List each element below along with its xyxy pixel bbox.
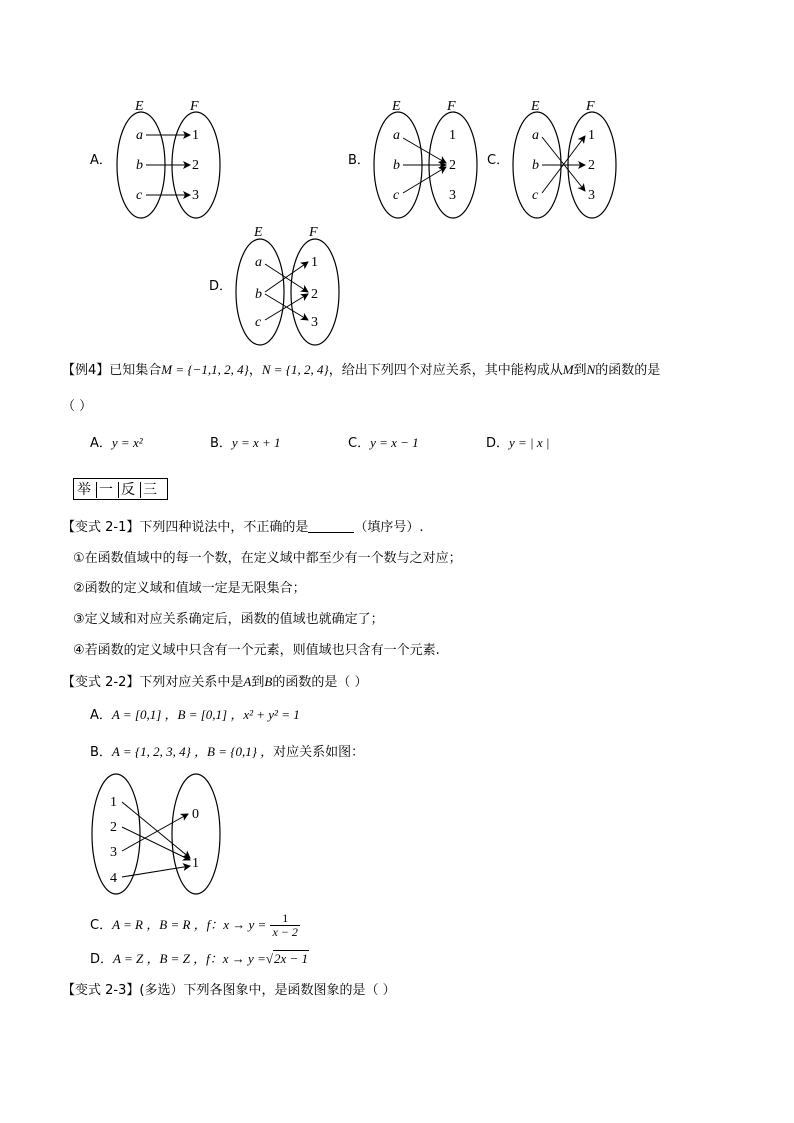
example-4-paren: （ ） xyxy=(62,399,93,414)
set-f-label: F xyxy=(190,99,199,114)
to: 到 xyxy=(573,363,587,378)
set-f-label: F xyxy=(309,225,318,240)
element-2: 2 xyxy=(311,287,318,302)
set-f-label: F xyxy=(586,99,595,114)
variant-2-2-text2: 的函数的是（ ） xyxy=(272,675,368,690)
element-1: 1 xyxy=(110,795,117,810)
option-c-label: C． xyxy=(90,918,113,933)
set-e-label: E xyxy=(531,99,540,114)
diagram-d xyxy=(209,225,339,345)
element-2: 2 xyxy=(192,158,199,173)
sqrt-symbol: √ xyxy=(265,951,273,966)
var-b: B xyxy=(264,674,273,689)
variant-2-2-option-a xyxy=(90,706,300,725)
variant-2-1-text: 下列四种说法中，不正确的是 xyxy=(139,520,309,535)
variant-2-1-suffix: （填序号）. xyxy=(354,520,424,535)
arrow-c-2 xyxy=(403,167,446,193)
diagram-c xyxy=(487,99,616,218)
variant-2-1-item: ②函数的定义域和值域一定是无限集合； xyxy=(73,581,306,596)
example-4-text2: ，给出下列四个对应关系，其中能构成从 xyxy=(328,363,563,378)
element-1: 1 xyxy=(311,255,318,270)
example-4-option-a xyxy=(90,434,143,453)
element-3: 3 xyxy=(311,315,318,330)
section-tag-char: 一 xyxy=(99,482,119,498)
section-tag-char: 三 xyxy=(143,482,159,498)
element-2: 2 xyxy=(110,820,117,835)
set-m: M = {−1,1, 2, 4} xyxy=(161,362,249,377)
variant-2-1-item: ①在函数值域中的每一个数，在定义域中都至少有一个数与之对应； xyxy=(73,551,462,566)
element-b: b xyxy=(532,158,539,173)
option-b-label: B． xyxy=(90,745,112,760)
section-tag xyxy=(73,478,168,500)
variant-2-2-option-b xyxy=(90,743,364,762)
variant-2-3-tag: 【变式 2-3】 xyxy=(62,983,140,998)
element-3: 3 xyxy=(588,188,595,203)
sqrt-radicand: 2x − 1 xyxy=(273,951,309,966)
element-1: 1 xyxy=(449,128,456,143)
example-4-option-c xyxy=(348,434,419,453)
variant-2-1-tag: 【变式 2-1】 xyxy=(62,520,140,535)
arrow-a-2 xyxy=(403,138,446,163)
variant-2-3-question xyxy=(62,982,396,1000)
var-n: N xyxy=(586,362,596,377)
example-4-option-d xyxy=(486,434,549,453)
section-tag-char: 举 xyxy=(77,482,97,498)
example-4-question xyxy=(62,361,660,380)
element-1-b: 1 xyxy=(192,856,199,871)
answer-blank[interactable] xyxy=(308,519,354,533)
variant-2-2-option-c xyxy=(90,912,300,939)
option-d-expr: y = | x | xyxy=(509,435,550,450)
fraction xyxy=(270,912,299,939)
option-d-label: D． xyxy=(486,436,510,451)
section-tag-char: 反 xyxy=(121,482,141,498)
element-2: 2 xyxy=(588,158,595,173)
variant-2-2-tag: 【变式 2-2】 xyxy=(62,675,140,690)
variant-2-2-question xyxy=(62,673,367,692)
set-n: N = {1, 2, 4} xyxy=(261,362,329,377)
option-a-label: A． xyxy=(90,436,112,451)
example-4-tag: 【例4】 xyxy=(62,363,110,378)
element-1: 1 xyxy=(588,128,595,143)
set-e-label: E xyxy=(392,99,401,114)
element-b: b xyxy=(255,287,262,302)
option-c-label: C． xyxy=(348,436,371,451)
option-c-label: C． xyxy=(487,153,510,168)
option-b-expr: y = x + 1 xyxy=(231,435,281,450)
element-c: c xyxy=(532,188,539,203)
element-c: c xyxy=(393,188,400,203)
element-c: c xyxy=(136,188,143,203)
option-d-label: D． xyxy=(209,279,233,294)
variant-2-1-item: ③定义域和对应关系确定后，函数的值域也就确定了； xyxy=(73,612,384,627)
option-d-expr: A = Z ，B = Z ，f：x → y = xyxy=(113,951,266,966)
element-2: 2 xyxy=(449,158,456,173)
option-a-label: A． xyxy=(90,153,112,168)
element-3: 3 xyxy=(110,845,117,860)
element-a: a xyxy=(255,255,262,270)
var-a: A xyxy=(243,674,252,689)
variant-2-2-text1: 下列对应关系中是 xyxy=(139,675,244,690)
comma: ， xyxy=(248,363,262,378)
variant-2-1-question xyxy=(62,519,424,537)
element-b: b xyxy=(393,158,400,173)
element-0: 0 xyxy=(192,807,199,822)
set-e-label: E xyxy=(254,225,263,240)
diagram-a xyxy=(90,99,220,218)
option-c-expr: A = R ，B = R ，f：x → y = xyxy=(112,917,267,932)
diagram-b xyxy=(348,99,477,218)
mapping-diagrams-top xyxy=(0,0,794,360)
arrow-1-1 xyxy=(122,802,190,858)
option-d-label: D． xyxy=(90,952,114,967)
set-f-label: F xyxy=(447,99,456,114)
element-c: c xyxy=(255,315,262,330)
option-a-expr: A = [0,1] ，B = [0,1] ，x² + y² = 1 xyxy=(111,707,300,722)
element-a: a xyxy=(136,128,143,143)
fraction-denominator: x − 2 xyxy=(272,925,298,939)
element-3: 3 xyxy=(192,188,199,203)
set-b-ellipse xyxy=(172,774,220,894)
set-e-label: E xyxy=(135,99,144,114)
example-4-text3: 的函数的是 xyxy=(595,363,661,378)
option-a-expr: y = x² xyxy=(111,435,143,450)
example-4-text1: 已知集合 xyxy=(109,363,162,378)
element-1: 1 xyxy=(192,128,199,143)
option-b-label: B． xyxy=(348,153,370,168)
option-a-label: A． xyxy=(90,708,112,723)
element-b: b xyxy=(136,158,143,173)
arrow-3-0 xyxy=(122,814,188,851)
option-b-expr: A = {1, 2, 3, 4} ，B = {0,1} ， xyxy=(111,744,274,759)
var-m: M xyxy=(562,362,574,377)
element-4: 4 xyxy=(110,871,117,886)
element-3: 3 xyxy=(449,188,456,203)
arrow-4-1 xyxy=(122,866,190,877)
fraction-numerator: 1 xyxy=(270,912,299,926)
example-4-option-b xyxy=(210,434,281,453)
variant-2-1-item: ④若函数的定义域中只含有一个元素，则值域也只含有一个元素. xyxy=(73,643,440,658)
to: 到 xyxy=(251,675,265,690)
variant-2-2-option-d xyxy=(90,950,309,969)
element-a: a xyxy=(532,128,539,143)
option-b-label: B． xyxy=(210,436,232,451)
variant-2-3-text: (多选）下列各图象中，是函数图象的是（ ） xyxy=(139,983,396,998)
option-c-expr: y = x − 1 xyxy=(370,435,419,450)
mapping-diagram-option-b xyxy=(80,770,240,900)
element-a: a xyxy=(393,128,400,143)
option-b-suffix: 对应关系如图： xyxy=(273,745,365,760)
